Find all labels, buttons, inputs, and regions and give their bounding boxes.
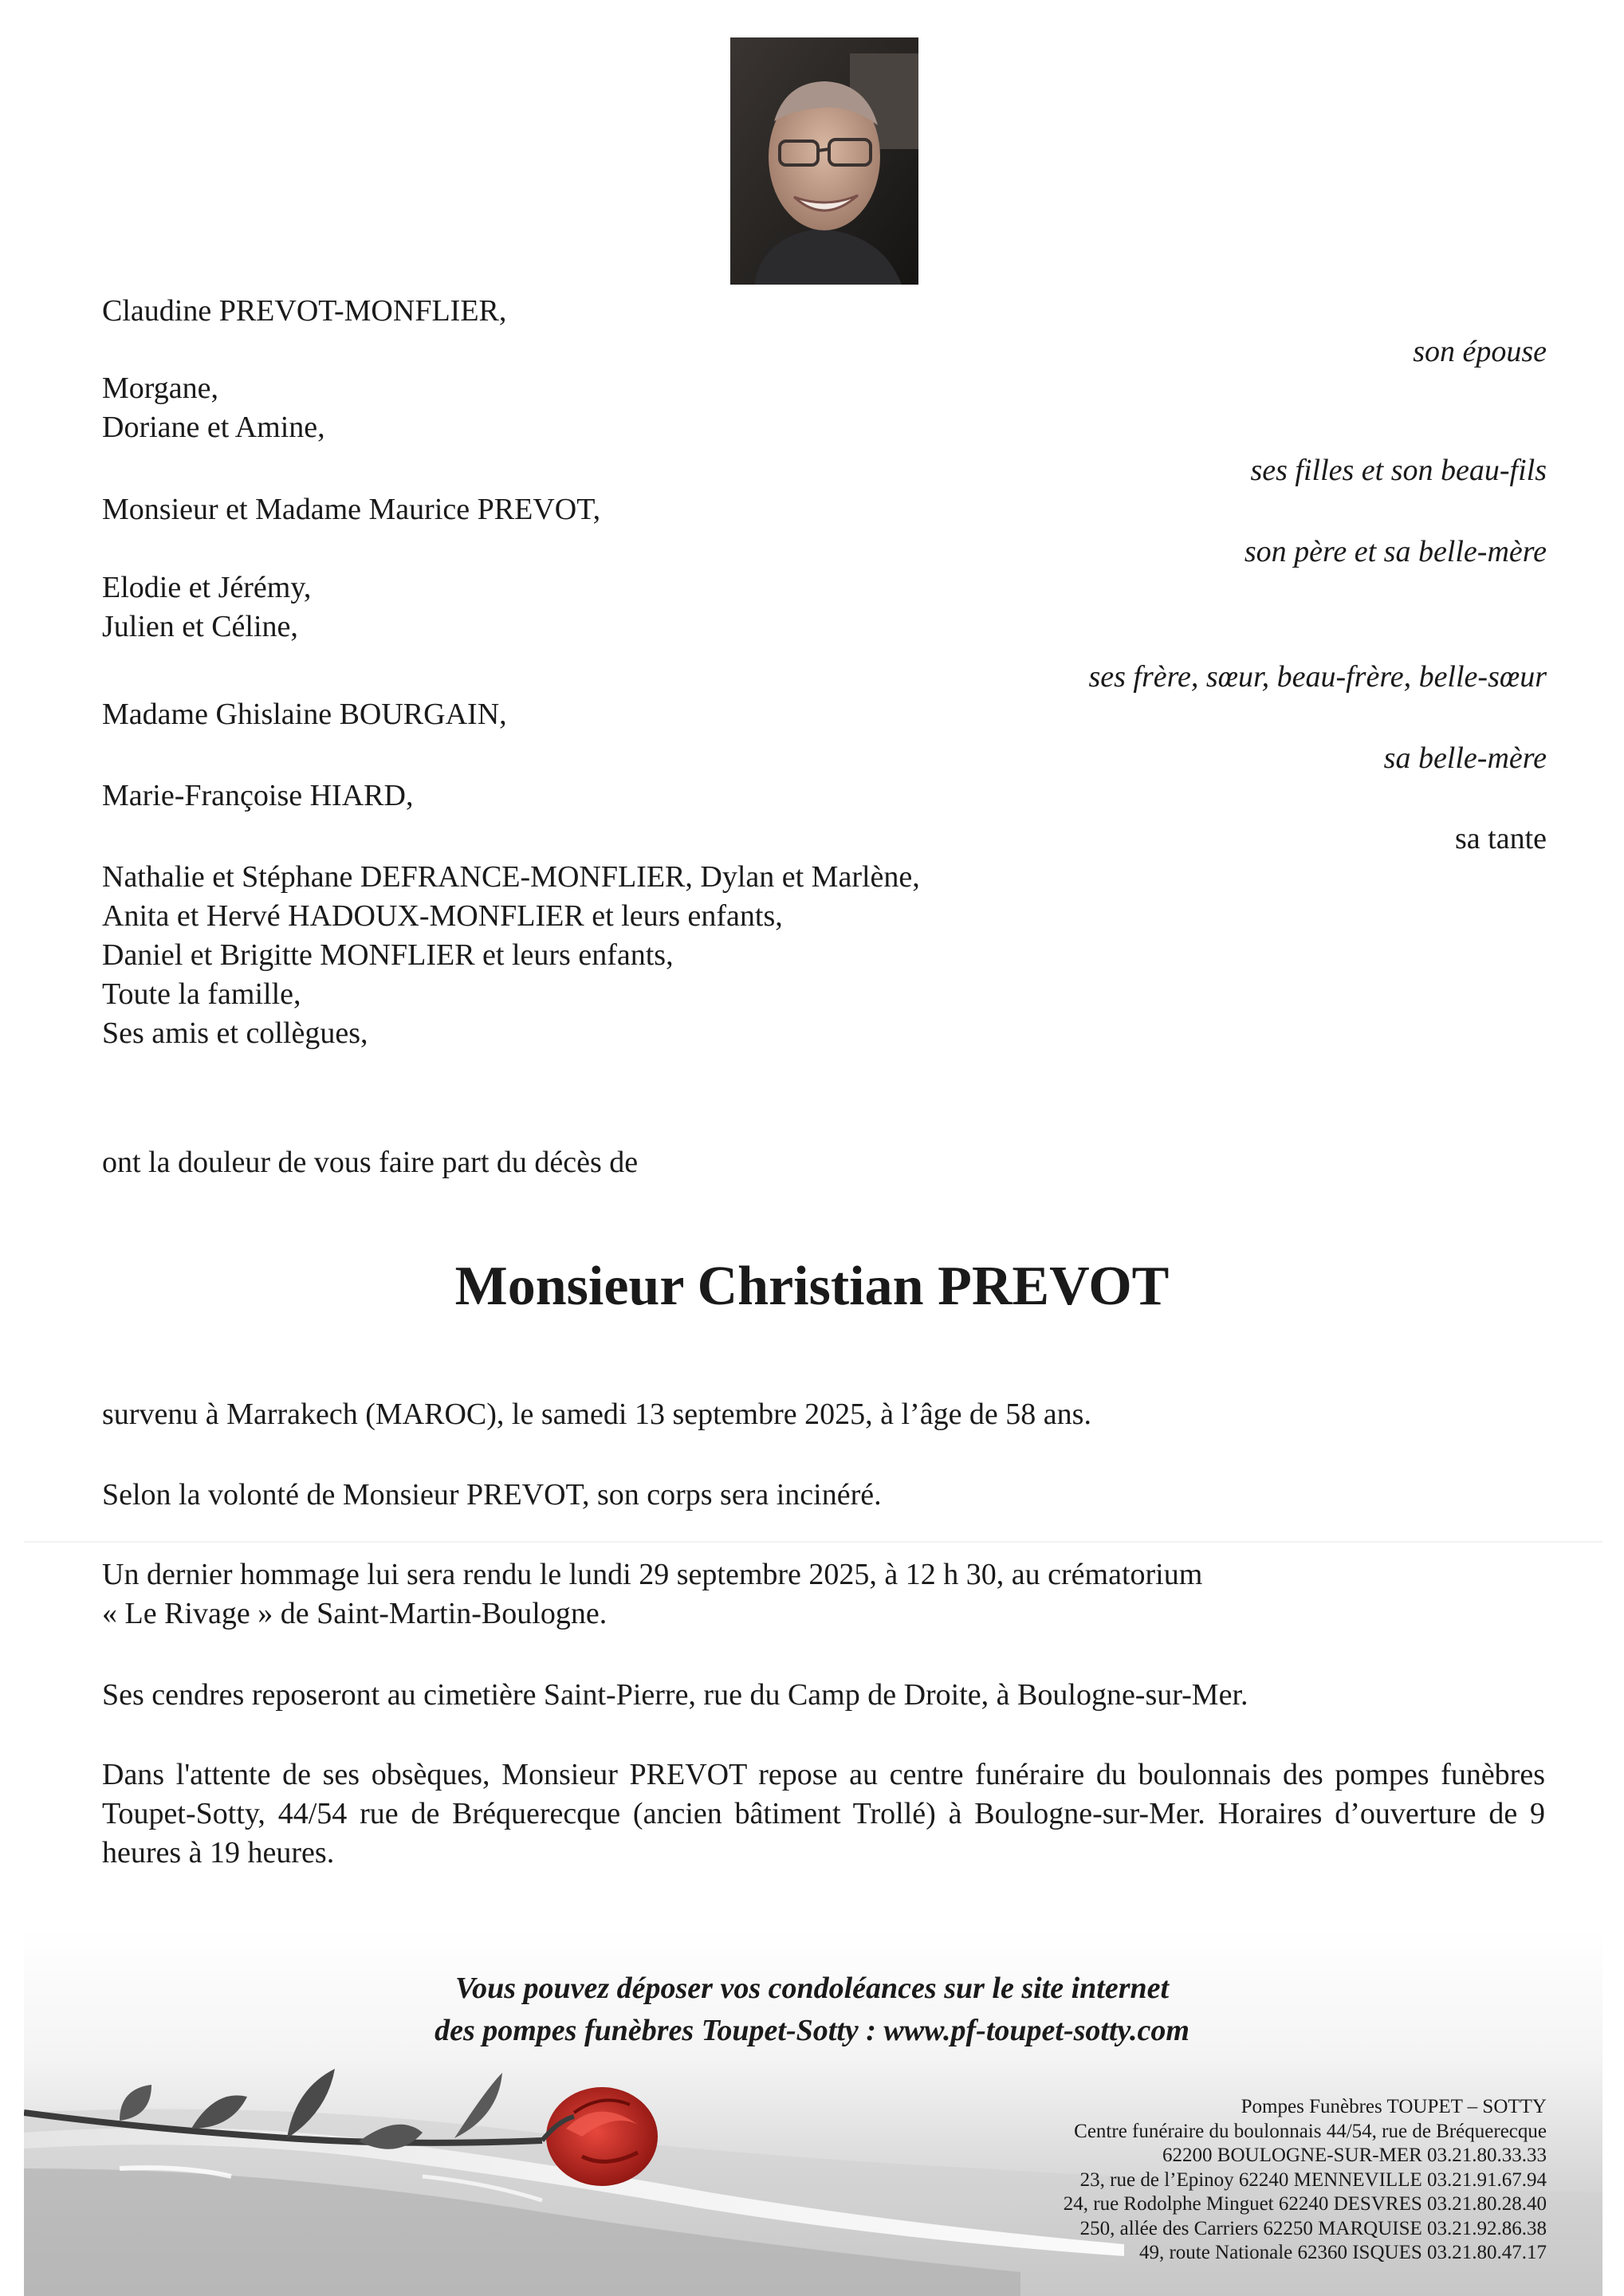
family-name: Daniel et Brigitte MONFLIER et leurs enfants, <box>102 938 674 972</box>
tribute-line: « Le Rivage » de Saint-Martin-Boulogne. <box>102 1597 608 1630</box>
relation-mother-in-law: sa belle-mère <box>1383 741 1547 775</box>
family-name: Claudine PREVOT-MONFLIER, <box>102 294 507 328</box>
funeral-home-line: 250, allée des Carriers 62250 MARQUISE 03.21.92.86.38 <box>1079 2217 1547 2239</box>
family-name: Toute la famille, <box>102 977 301 1011</box>
family-name: Marie-Françoise HIARD, <box>102 779 414 812</box>
family-name: Morgane, <box>102 372 218 405</box>
relation-siblings: ses frère, sœur, beau-frère, belle-sœur <box>1088 660 1547 694</box>
funeral-home-line: 49, route Nationale 62360 ISQUES 03.21.80.47.17 <box>1138 2242 1547 2263</box>
funeral-home-line: 23, rue de l’Epinoy 62240 MENNEVILLE 03.21.91.67.94 <box>1079 2168 1547 2191</box>
relation-father: son père et sa belle-mère <box>1244 535 1547 568</box>
funeral-home-contact <box>1064 2095 1547 2266</box>
deceased-name: Monsieur Christian PREVOT <box>454 1256 1170 1317</box>
portrait-photo-icon <box>730 37 918 285</box>
family-entry-father <box>102 490 600 529</box>
family-entry-mother-in-law <box>102 695 507 734</box>
family-name: Julien et Céline, <box>102 610 298 643</box>
family-entry-siblings <box>102 568 311 647</box>
family-entry-spouse <box>102 292 506 331</box>
family-entry-aunt <box>102 776 413 816</box>
relation-spouse: son épouse <box>1413 335 1547 368</box>
announcement-intro: ont la douleur de vous faire part du décès de <box>102 1146 639 1179</box>
tribute-paragraph <box>102 1555 1545 1634</box>
relation-aunt: sa tante <box>1454 822 1547 855</box>
funeral-home-name: Pompes Funèbres TOUPET – SOTTY <box>1241 2096 1547 2117</box>
funeral-home-line: Centre funéraire du boulonnais 44/54, rue de Bréquerecque <box>1074 2120 1547 2142</box>
death-details: survenu à Marrakech (MAROC), le samedi 13 septembre 2025, à l’âge de 58 ans. <box>102 1398 1091 1431</box>
funeral-home-line: 62200 BOULOGNE-SUR-MER 03.21.80.33.33 <box>1162 2145 1547 2166</box>
condolences-note <box>0 1968 1624 2052</box>
funeral-home-line: 24, rue Rodolphe Minguet 62240 DESVRES 03.21.80.28.40 <box>1063 2193 1547 2215</box>
family-name: Elodie et Jérémy, <box>102 571 312 604</box>
family-name: Monsieur et Madame Maurice PREVOT, <box>102 493 601 526</box>
cremation-note: Selon la volonté de Monsieur PREVOT, son corps sera incinéré. <box>102 1478 882 1512</box>
family-name: Doriane et Amine, <box>102 411 325 444</box>
tribute-line: Un dernier hommage lui sera rendu le lundi 29 septembre 2025, à 12 h 30, au crématorium <box>102 1558 1203 1591</box>
family-name: Anita et Hervé HADOUX-MONFLIER et leurs enfants, <box>102 899 783 933</box>
family-name: Nathalie et Stéphane DEFRANCE-MONFLIER, Dylan et Marlène, <box>102 860 920 894</box>
portrait-photo <box>730 37 918 285</box>
scan-line <box>24 1541 1602 1543</box>
family-name: Madame Ghislaine BOURGAIN, <box>102 698 507 731</box>
ashes-note: Ses cendres reposeront au cimetière Saint-Pierre, rue du Camp de Droite, à Boulogne-sur-Mer. <box>102 1678 1248 1712</box>
condolences-line: des pompes funèbres Toupet-Sotty : www.pf-toupet-sotty.com <box>435 2014 1189 2047</box>
rest-paragraph: Dans l'attente de ses obsèques, Monsieur PREVOT repose au centre funéraire du boulonnais des pompes funèbres Toupet-Sotty, 44/54 rue de Bréquerecque (ancien bâtiment Trollé) à Boulogne-sur-Mer. Horaires d’ouverture de 9 heures à 19 heures. <box>102 1758 1545 1869</box>
family-name: Ses amis et collègues, <box>102 1016 368 1050</box>
family-entry-daughters <box>102 369 325 447</box>
relation-daughters: ses filles et son beau-fils <box>1250 454 1547 487</box>
condolences-line: Vous pouvez déposer vos condoléances sur le site internet <box>454 1972 1170 2005</box>
family-entry-extended <box>102 858 920 1053</box>
